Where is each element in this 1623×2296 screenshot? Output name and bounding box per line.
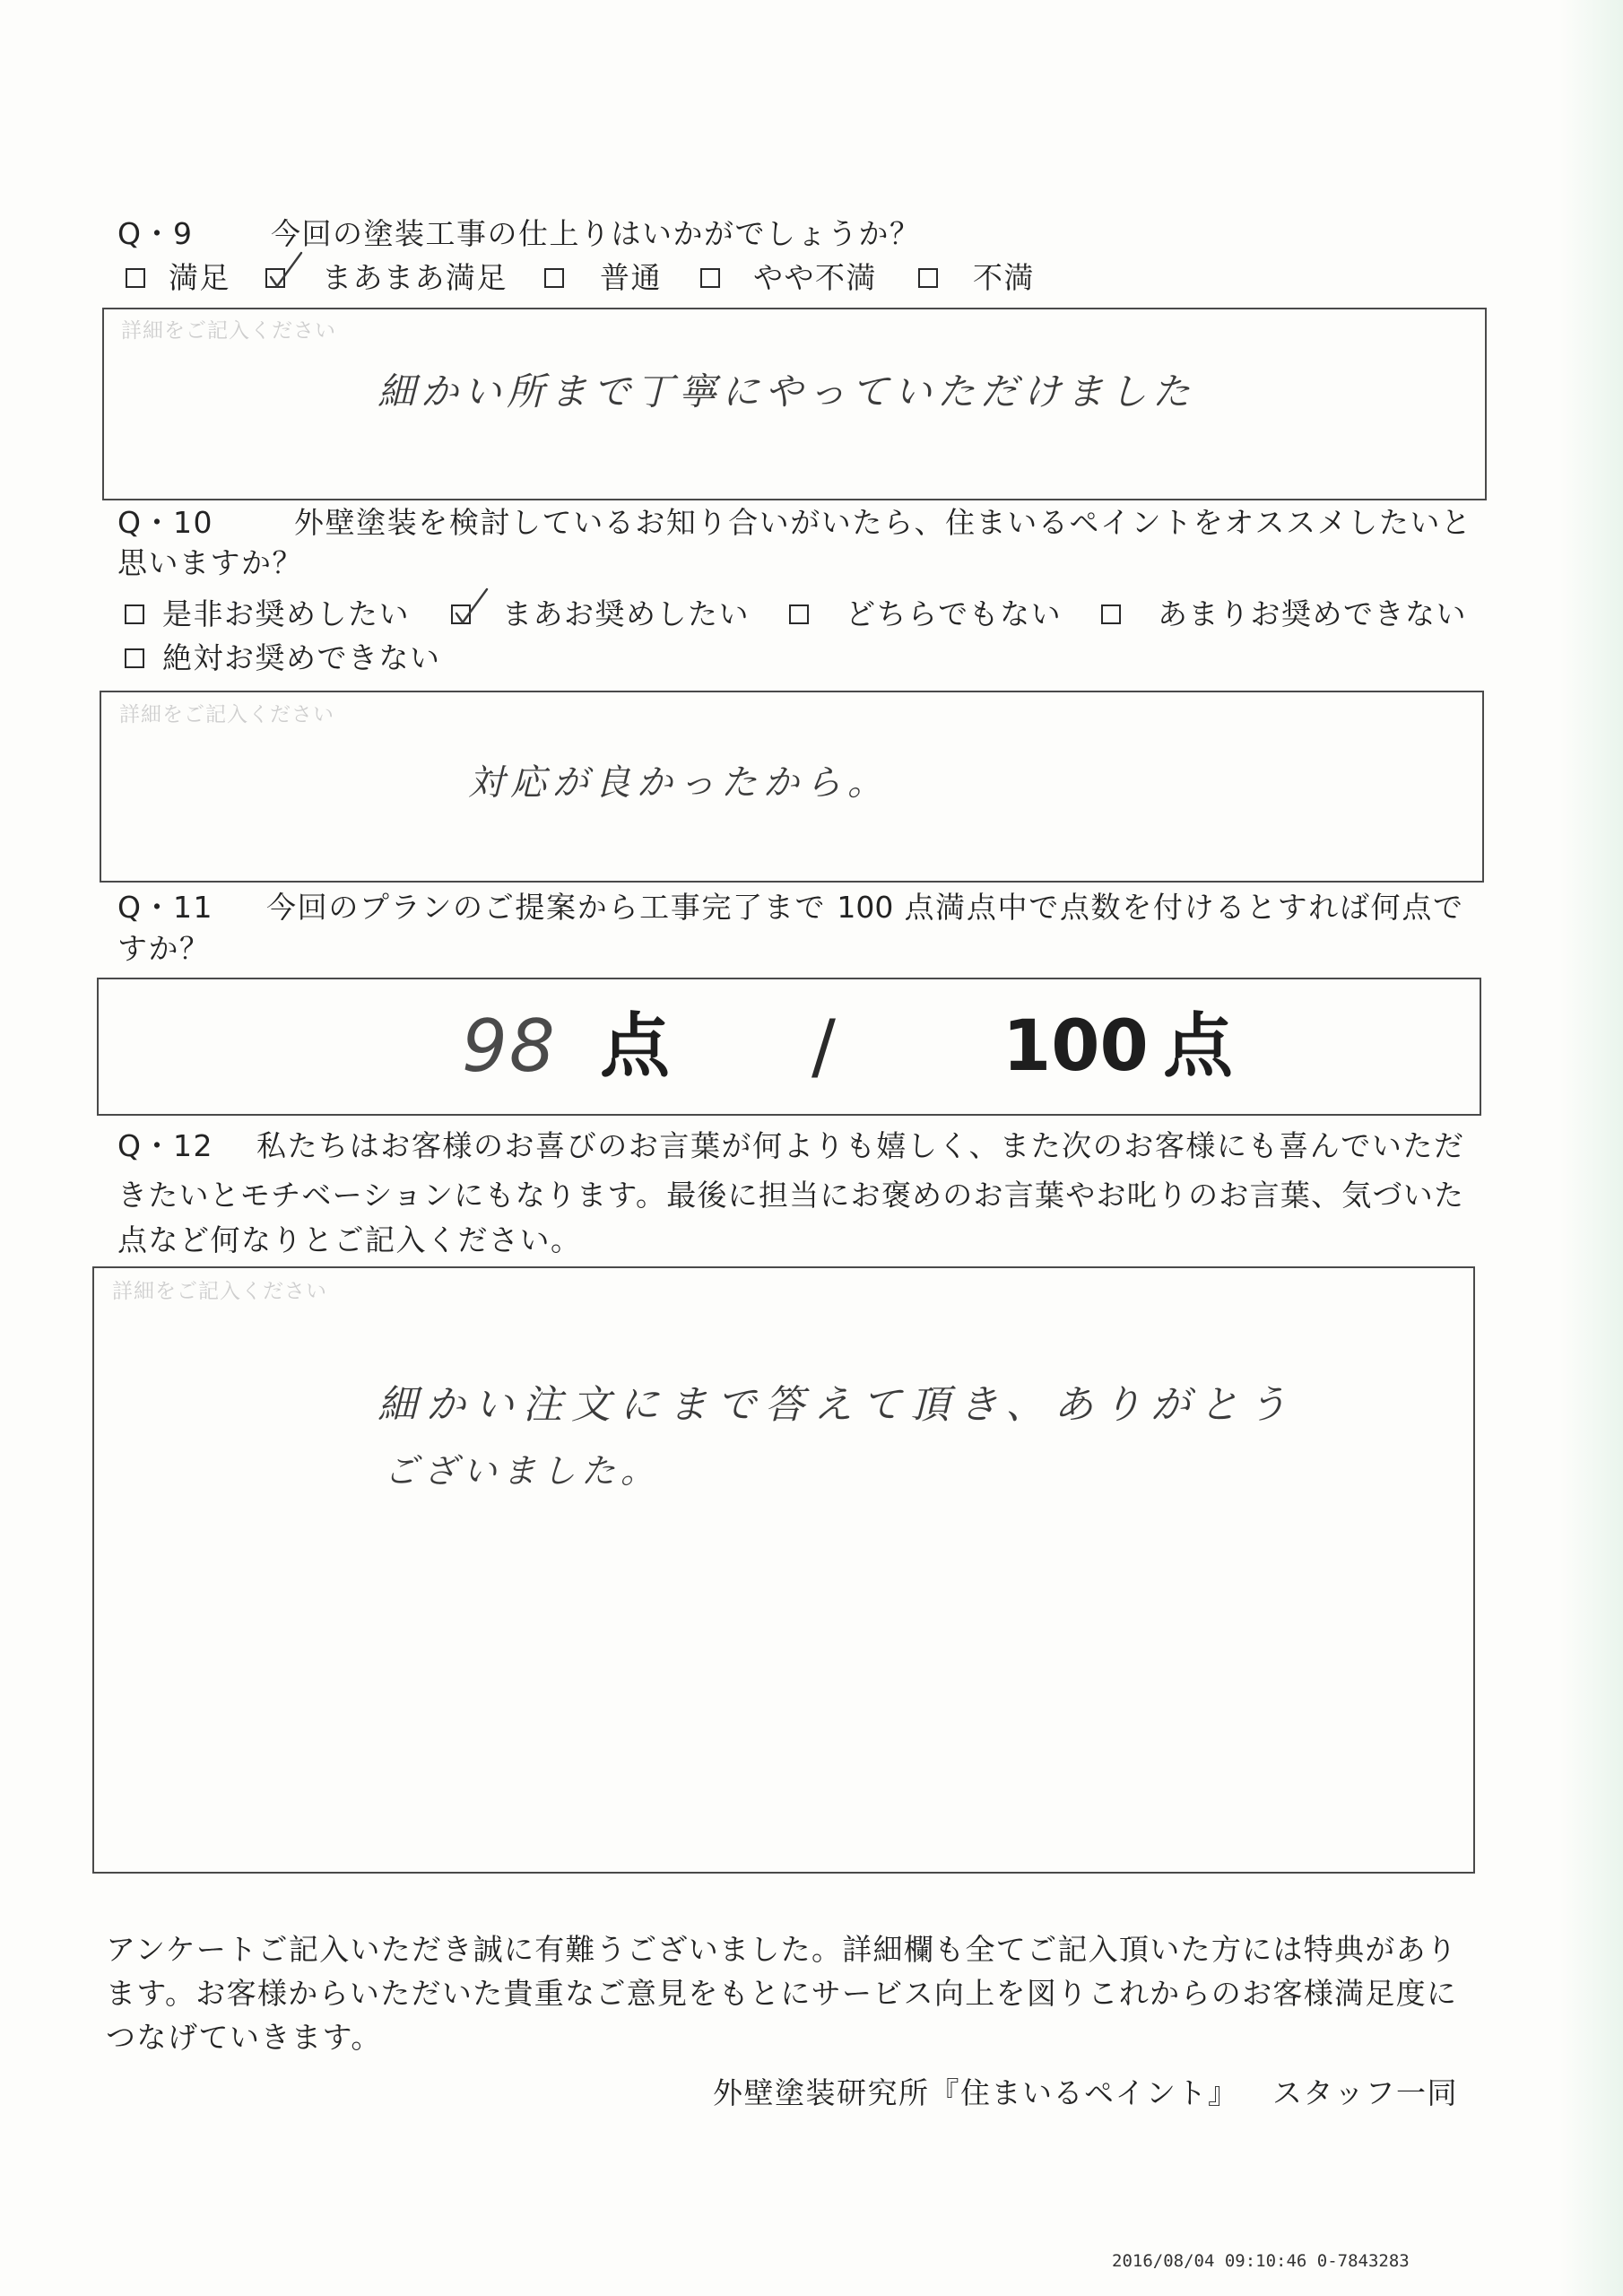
option-label: どちらでもない <box>846 596 1063 631</box>
option-label: やや不満 <box>753 260 877 295</box>
handwritten-answer-line: ございました。 <box>384 1451 661 1491</box>
question-11-text-line: すか？ <box>117 931 211 966</box>
handwritten-answer: 細かい所まで丁寧にやっていただけました <box>378 370 1196 413</box>
closing-line: ます。お客様からいただいた貴重なご意見をもとにサービス向上を図りこれからのお客様満足度に <box>106 1976 1456 2011</box>
answer-placeholder: 詳細をご記入ください <box>121 319 336 343</box>
handwritten-answer: 対応が良かったから。 <box>468 762 890 804</box>
question-12-number: Q・12 <box>117 1128 213 1163</box>
question-11-number: Q・11 <box>117 890 213 925</box>
option-label: あまりお奨めできない <box>1158 596 1467 631</box>
handwritten-score: 98 <box>462 1004 557 1088</box>
max-score-unit: 点 <box>1163 1006 1234 1087</box>
answer-placeholder: 詳細をご記入ください <box>112 1280 327 1303</box>
option-label: 是非お奨めしたい <box>162 596 410 631</box>
option-label: 不満 <box>973 260 1035 295</box>
score-separator: / <box>812 1004 836 1088</box>
question-10-text-line: 外壁塗装を検討しているお知り合いがいたら、住まいるペイントをオススメしたいと <box>294 505 1471 540</box>
question-12-text-line: きたいとモチベーションにもなります。最後に担当にお褒めのお言葉やお叱りのお言葉、気づいた <box>117 1178 1463 1213</box>
score-unit: 点 <box>600 1006 671 1087</box>
answer-placeholder: 詳細をご記入ください <box>119 703 334 726</box>
question-10-number: Q・10 <box>117 505 213 540</box>
option-label: まあお奨めしたい <box>502 596 750 631</box>
question-10-text-line: 思いますか？ <box>117 545 303 580</box>
fax-timestamp: 2016/08/04 09:10:46 0-7843283 <box>1112 2251 1410 2271</box>
option-label: 満足 <box>169 260 230 295</box>
question-12-text-line: 点など何なりとご記入ください。 <box>117 1222 582 1257</box>
option-label: まあまあ満足 <box>322 260 508 295</box>
question-9-number: Q・9 <box>117 216 194 251</box>
closing-line: つなげていきます。 <box>106 2020 382 2055</box>
max-score: 100 <box>1002 1006 1149 1087</box>
staff-signature: スタッフ一同 <box>1272 2075 1458 2110</box>
option-label: 普通 <box>600 260 662 295</box>
handwritten-answer-line: 細かい注文にまで答えて頂き、ありがとう <box>378 1382 1297 1428</box>
question-12-text-line: 私たちはお客様のお喜びのお言葉が何よりも嬉しく、また次のお客様にも喜んでいただ <box>256 1128 1463 1163</box>
option-label: 絶対お奨めできない <box>162 640 441 675</box>
question-11-text-line: 今回のプランのご提案から工事完了まで 100 点満点中で点数を付けるとすれば何点で <box>266 890 1462 925</box>
organization-name: 外壁塗装研究所『住まいるペイント』 <box>713 2075 1239 2110</box>
question-9-text: 今回の塗装工事の仕上りはいかがでしょうか？ <box>271 216 921 251</box>
closing-line: アンケートご記入いただき誠に有難うございました。詳細欄も全てご記入頂いた方には特典があり <box>106 1932 1456 1967</box>
